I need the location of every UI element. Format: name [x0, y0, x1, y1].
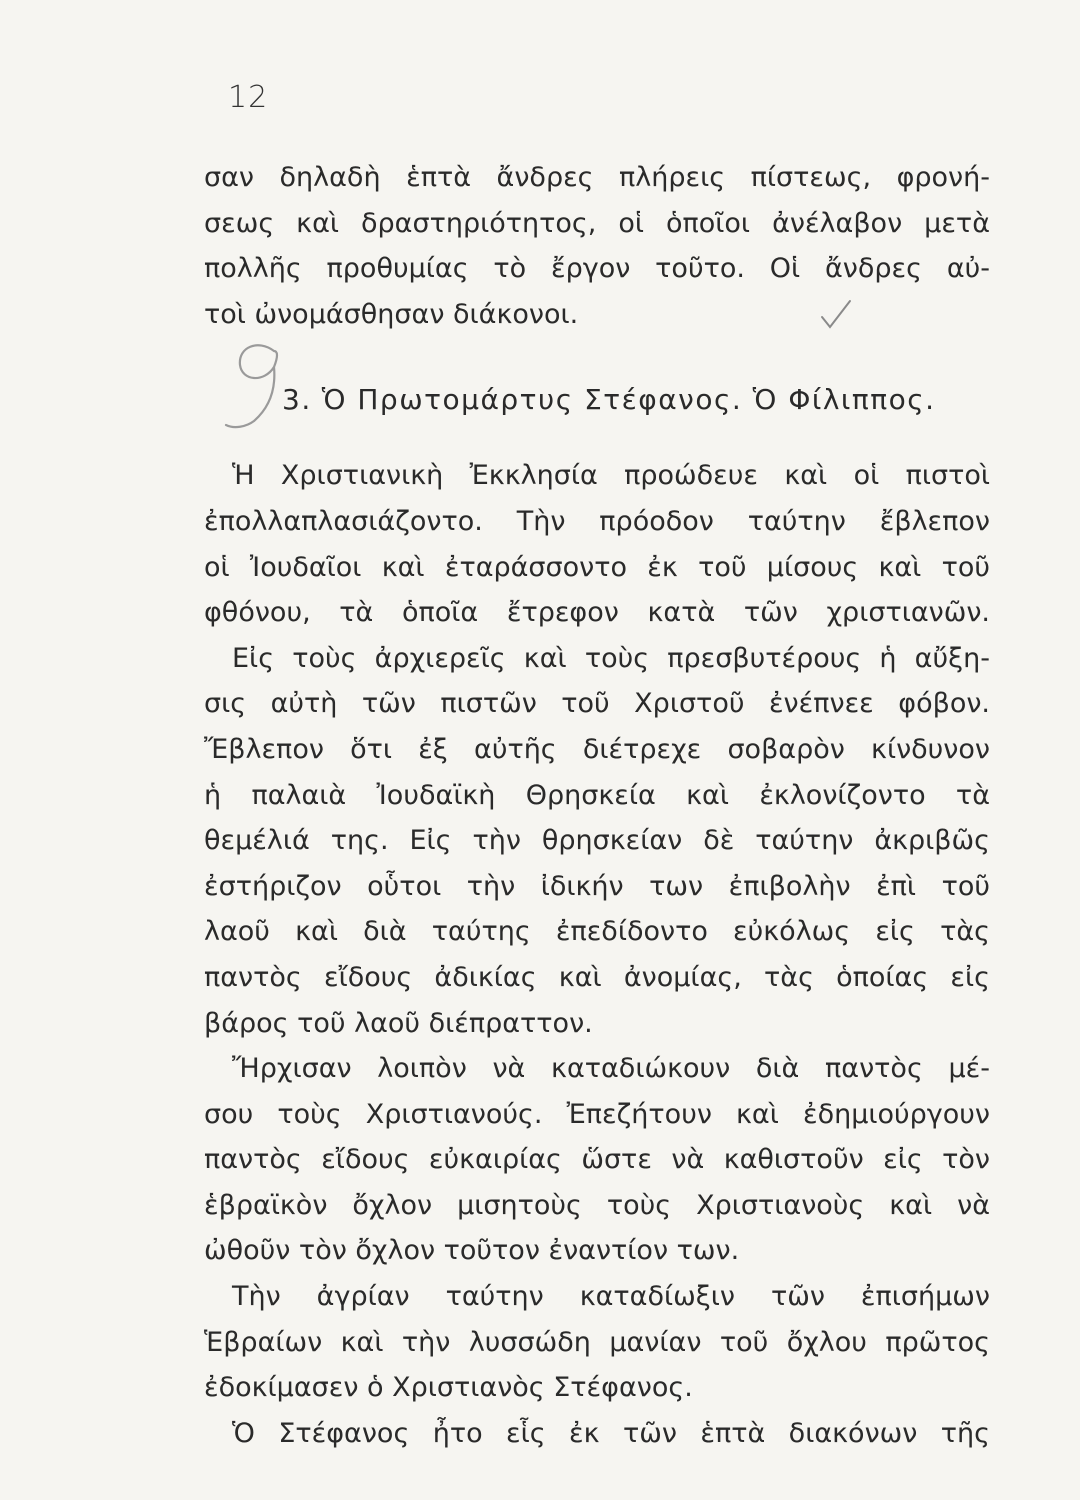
body-text — [204, 155, 990, 1456]
text-line: Ἑβραίων καὶ τὴν λυσσώδη μανίαν τοῦ ὄχλου πρῶτος — [204, 1326, 990, 1358]
text-line: τοὶ ὠνομάσθησαν διάκονοι. — [204, 298, 579, 330]
text-line: θεμέλιά της. Εἰς τὴν θρησκείαν δὲ ταύτην ἀκριβῶς — [204, 825, 990, 857]
section-number: 3. — [282, 383, 312, 417]
text-line: Ἤρχισαν λοιπὸν νὰ καταδιώκουν διὰ παντὸς μέ- — [232, 1053, 990, 1085]
text-line: λαοῦ καὶ διὰ ταύτης ἐπεδίδοντο εὐκόλως εἰς τὰς — [204, 916, 990, 948]
paragraph-1 — [204, 155, 990, 337]
text-line: παντὸς εἴδους ἀδικίας καὶ ἀνομίας, τὰς ὁποίας εἰς — [204, 961, 990, 993]
pencil-check-icon — [816, 295, 856, 335]
text-line: Ἡ Χριστιανικὴ Ἐκκλησία προώδευε καὶ οἱ πιστοὶ — [232, 460, 990, 492]
text-line: βάρος τοῦ λαοῦ διέπραττον. — [204, 1007, 593, 1039]
paragraph-6 — [204, 1411, 990, 1457]
text-line: ἐστήριζον οὗτοι τὴν ἰδικήν των ἐπιβολὴν ἐπὶ τοῦ — [204, 870, 990, 902]
text-line: ἐδοκίμασεν ὁ Χριστιανὸς Στέφανος. — [204, 1372, 693, 1404]
text-line: Ὁ Στέφανος ἦτο εἷς ἐκ τῶν ἑπτὰ διακόνων τῆς — [232, 1417, 990, 1449]
section-title: Ὁ Πρωτομάρτυς Στέφανος. Ὁ Φίλιππος. — [321, 383, 936, 417]
paragraph-4 — [204, 1046, 990, 1274]
text-line: Εἰς τοὺς ἀρχιερεῖς καὶ τοὺς πρεσβυτέρους ἡ αὔξη- — [232, 642, 990, 674]
text-line: σαν δηλαδὴ ἑπτὰ ἄνδρες πλήρεις πίστεως, φρονή- — [204, 162, 990, 193]
paragraph-5 — [204, 1274, 990, 1411]
text-line: πολλῆς προθυμίας τὸ ἔργον τοῦτο. Οἱ ἄνδρες αὐ- — [204, 253, 990, 285]
text-line: ἡ παλαιὰ Ἰουδαϊκὴ Θρησκεία καὶ ἐκλονίζοντο τὰ — [204, 779, 990, 811]
text-line: Ἔβλεπον ὅτι ἐξ αὐτῆς διέτρεχε σοβαρὸν κίνδυνον — [204, 733, 990, 765]
text-line: σις αὐτὴ τῶν πιστῶν τοῦ Χριστοῦ ἐνέπνεε φόβον. — [204, 688, 990, 720]
paragraph-3 — [204, 636, 990, 1046]
section-heading — [282, 383, 936, 416]
text-line: Τὴν ἀγρίαν ταύτην καταδίωξιν τῶν ἐπισήμων — [232, 1281, 990, 1313]
section-heading-block — [204, 337, 990, 447]
text-line: σου τοὺς Χριστιανούς. Ἐπεζήτουν καὶ ἐδημιούργουν — [204, 1098, 990, 1130]
page-number: 12 — [228, 80, 269, 115]
text-line: φθόνου, τὰ ὁποῖα ἔτρεφον κατὰ τῶν χριστιανῶν. — [204, 597, 990, 629]
text-line: σεως καὶ δραστηριότητος, οἱ ὁποῖοι ἀνέλαβον μετὰ — [204, 207, 990, 239]
text-line: παντὸς εἴδους εὐκαιρίας ὥστε νὰ καθιστοῦν εἰς τὸν — [204, 1144, 990, 1176]
text-line: ὠθοῦν τὸν ὄχλον τοῦτον ἐναντίον των. — [204, 1235, 740, 1267]
text-line: ἑβραϊκὸν ὄχλον μισητοὺς τοὺς Χριστιανοὺς καὶ νὰ — [204, 1189, 990, 1221]
paragraph-2 — [204, 453, 990, 635]
text-line: ἐπολλαπλασιάζοντο. Τὴν πρόοδον ταύτην ἔβλεπον — [204, 505, 990, 537]
text-line: οἱ Ἰουδαῖοι καὶ ἐταράσσοντο ἐκ τοῦ μίσους καὶ τοῦ — [204, 551, 990, 583]
